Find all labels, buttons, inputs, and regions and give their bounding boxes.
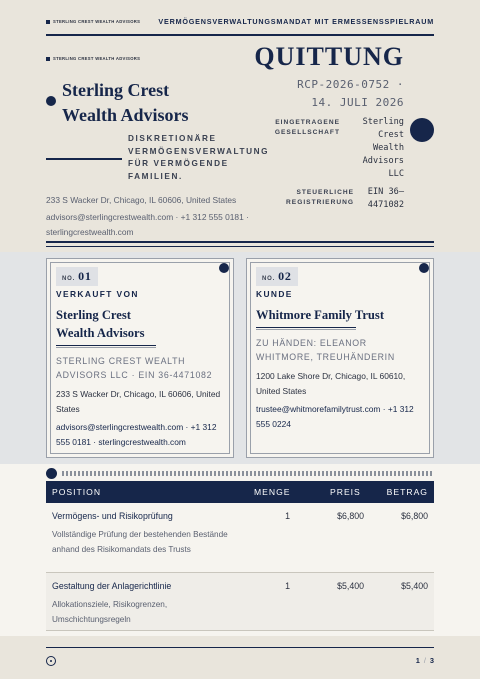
header-rule	[46, 241, 434, 243]
item-description: Vollständige Prüfung der bestehenden Bestände anhand des Risikomandats des Trusts	[52, 530, 228, 554]
seller-address: 233 S Wacker Dr, Chicago, IL 60606, United States	[56, 389, 221, 414]
item-qty: 1	[285, 511, 290, 521]
card-dot	[219, 263, 229, 273]
company-contact: advisors@sterlingcrestwealth.com · +1 312 555 0181 · sterlingcrestwealth.com	[46, 212, 249, 237]
mandate-label: VERMÖGENSVERWALTUNGSMANDAT MIT ERMESSENSSPIELRAUM	[158, 17, 434, 26]
footer-target-icon	[46, 656, 56, 666]
seller-name: Sterling Crest Wealth Advisors	[56, 308, 145, 340]
column-header-amount: BETRAG	[386, 487, 428, 497]
total-pages: 3	[429, 656, 434, 665]
current-page: 1	[415, 656, 420, 665]
decorative-dot	[46, 468, 57, 479]
customer-name: Whitmore Family Trust	[256, 308, 385, 322]
company-address: 233 S Wacker Dr, Chicago, IL 60606, United States	[46, 195, 237, 205]
seller-role: VERKAUFT VON	[56, 289, 139, 299]
item-amount: $6,800	[401, 511, 428, 521]
card-dot	[419, 263, 429, 273]
divider	[46, 158, 122, 160]
items-table-header	[46, 481, 434, 503]
header-brand-small: STERLING CREST WEALTH ADVISORS	[46, 56, 140, 61]
dashed-divider	[62, 471, 434, 476]
column-header-price: PREIS	[330, 487, 361, 497]
receipt-number: RCP-2026-0752 ·	[297, 78, 404, 91]
table-row	[46, 503, 434, 573]
footer-rule	[46, 647, 434, 648]
top-strip	[46, 16, 434, 36]
tax-registration-label: STEUERLICHE REGISTRIERUNG	[286, 189, 354, 206]
item-price: $5,400	[337, 581, 364, 591]
document-title: QUITTUNG	[254, 42, 404, 71]
column-header-position: POSITION	[52, 487, 102, 497]
seller-card	[46, 258, 234, 458]
customer-attention: ZU HÄNDEN: ELEANOR WHITMORE, TREUHÄNDERIN	[256, 338, 395, 362]
tax-registration-value: EIN 36– 4471082	[367, 187, 404, 210]
item-description: Allokationsziele, Risikogrenzen, Umschichtungsregeln	[52, 600, 168, 624]
item-amount: $5,400	[401, 581, 428, 591]
divider	[56, 345, 156, 348]
page-indicator: 1 / 3	[415, 656, 434, 665]
divider	[256, 327, 356, 330]
customer-card	[246, 258, 434, 458]
seller-contact: advisors@sterlingcrestwealth.com · +1 312 555 0181 · sterlingcrestwealth.com	[56, 422, 217, 447]
registered-company-value: Sterling Crest Wealth Advisors LLC	[362, 117, 404, 179]
registered-company-label: EINGETRAGENE GESELLSCHAFT	[274, 119, 340, 136]
seller-legal-info: STERLING CREST WEALTH ADVISORS LLC · EIN 36-4471082	[56, 356, 213, 380]
column-header-qty: MENGE	[254, 487, 291, 497]
item-title: Vermögens- und Risikoprüfung	[52, 511, 173, 521]
header-rule-thin	[46, 246, 434, 247]
item-qty: 1	[285, 581, 290, 591]
footer	[0, 636, 480, 679]
table-row	[46, 573, 434, 631]
item-title: Gestaltung der Anlagerichtlinie	[52, 581, 172, 591]
decorative-seal	[410, 118, 434, 142]
company-subtitle: DISKRETIONÄRE VERMÖGENSVERWALTUNG FÜR VERMÖGENDE FAMILIEN.	[128, 134, 270, 181]
top-strip-brand: STERLING CREST WEALTH ADVISORS	[46, 19, 140, 24]
receipt-date: 14. JULI 2026	[311, 96, 404, 109]
receipt-reference	[297, 76, 404, 112]
company-address-block	[46, 193, 266, 240]
customer-address: 1200 Lake Shore Dr, Chicago, IL 60610, United States	[256, 371, 406, 396]
item-price: $6,800	[337, 511, 364, 521]
company-name: Sterling Crest Wealth Advisors	[62, 80, 189, 125]
customer-number-tag: NO. 02	[256, 267, 298, 286]
customer-contact: trustee@whitmorefamilytrust.com · +1 312 555 0224	[256, 404, 414, 429]
customer-role: KUNDE	[256, 289, 293, 299]
seller-number-tag: NO. 01	[56, 267, 98, 286]
decorative-dot	[46, 96, 56, 106]
